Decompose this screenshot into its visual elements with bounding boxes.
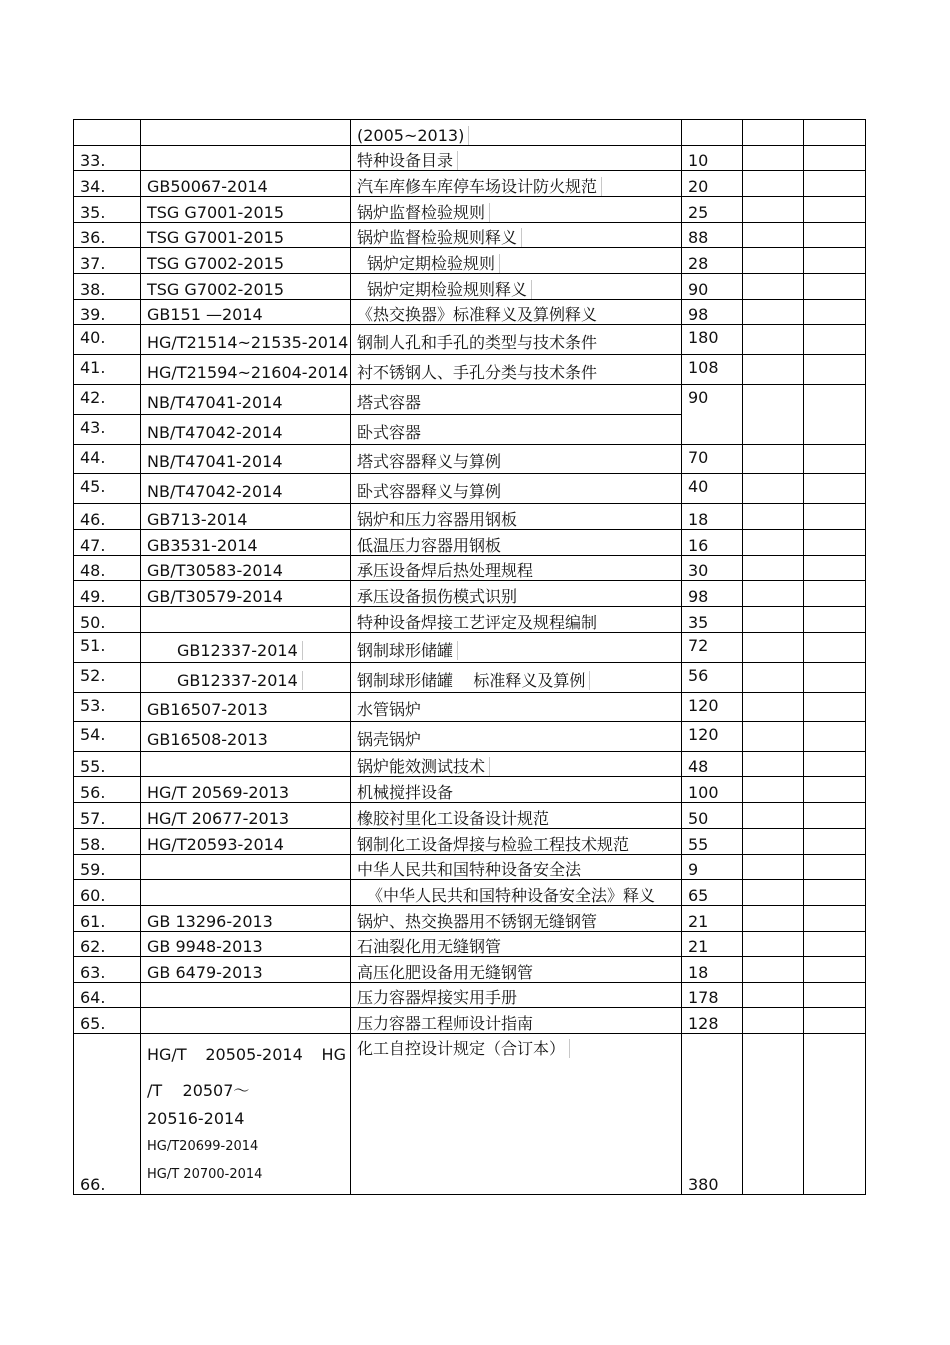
empty-cell (804, 385, 866, 445)
standard-code-text: GB12337-2014 (177, 641, 303, 660)
empty-cell (804, 906, 866, 932)
code-line-2: /T 20507～ (147, 1081, 250, 1100)
empty-cell (743, 663, 804, 693)
row-number: 50. (74, 607, 141, 633)
quantity: 48 (682, 752, 743, 777)
empty-cell (804, 777, 866, 803)
table-row (74, 932, 866, 957)
code-line-5: HG/T 20700-2014 (147, 1167, 263, 1182)
row-number: 56. (74, 777, 141, 803)
row-number: 65. (74, 1008, 141, 1034)
quantity: 35 (682, 607, 743, 633)
quantity: 30 (682, 556, 743, 581)
standard-code: HG/T 20569-2013 (141, 777, 351, 803)
table-row (74, 693, 866, 722)
row-number: 66. (74, 1034, 141, 1195)
quantity: 20 (682, 171, 743, 197)
standard-name: 锅炉、热交换器用不锈钢无缝钢管 (351, 906, 682, 932)
table-row (74, 633, 866, 663)
table-row (74, 504, 866, 530)
row-number: 60. (74, 880, 141, 906)
code-line-4: HG/T20699-2014 (147, 1139, 259, 1154)
table-row (74, 957, 866, 983)
standard-name-text: 化工自控设计规定（合订本） (357, 1039, 570, 1058)
empty-cell (743, 983, 804, 1008)
standard-code: GB3531-2014 (141, 530, 351, 556)
standard-name: 塔式容器释义与算例 (351, 445, 682, 474)
row-number: 62. (74, 932, 141, 957)
standard-name: 钢制人孔和手孔的类型与技术条件 (351, 325, 682, 355)
row-number: 61. (74, 906, 141, 932)
standard-name: 钢制化工设备焊接与检验工程技术规范 (351, 829, 682, 855)
table-row (74, 803, 866, 829)
empty-cell (743, 777, 804, 803)
code-line-1-part-b: 20505-2014 (205, 1045, 303, 1064)
quantity: 28 (682, 248, 743, 274)
empty-cell (804, 120, 866, 146)
empty-cell (804, 445, 866, 474)
row-number (74, 120, 141, 146)
table-row (74, 880, 866, 906)
table-row (74, 722, 866, 752)
standard-code (141, 607, 351, 633)
standard-code: GB713-2014 (141, 504, 351, 530)
empty-cell (743, 957, 804, 983)
quantity: 10 (682, 146, 743, 171)
quantity: 40 (682, 474, 743, 504)
empty-cell (804, 855, 866, 880)
empty-cell (743, 803, 804, 829)
standard-name: 橡胶衬里化工设备设计规范 (351, 803, 682, 829)
standard-name: 低温压力容器用钢板 (351, 530, 682, 556)
standard-name (351, 223, 682, 248)
standard-code: NB/T47042-2014 (141, 415, 351, 445)
empty-cell (804, 274, 866, 300)
quantity (682, 120, 743, 146)
standard-name: 《中华人民共和国特种设备安全法》释义 (351, 880, 682, 906)
empty-cell (804, 663, 866, 693)
table-row (74, 983, 866, 1008)
quantity: 18 (682, 504, 743, 530)
row-number: 51. (74, 633, 141, 663)
empty-cell (804, 530, 866, 556)
standard-name: 塔式容器 (351, 385, 682, 415)
standard-code: GB 9948-2013 (141, 932, 351, 957)
empty-cell (743, 556, 804, 581)
empty-cell (804, 803, 866, 829)
table-row (74, 474, 866, 504)
quantity: 55 (682, 829, 743, 855)
empty-cell (743, 445, 804, 474)
standard-code: GB/T30579-2014 (141, 581, 351, 607)
row-number: 64. (74, 983, 141, 1008)
standard-name-text: 锅炉监督检验规则释义 (357, 228, 522, 247)
standard-code (141, 752, 351, 777)
empty-cell (804, 197, 866, 223)
empty-cell (804, 556, 866, 581)
quantity: 90 (682, 274, 743, 300)
empty-cell (804, 223, 866, 248)
row-number: 57. (74, 803, 141, 829)
empty-cell (804, 1008, 866, 1034)
empty-cell (743, 932, 804, 957)
quantity: 180 (682, 325, 743, 355)
empty-cell (743, 530, 804, 556)
empty-cell (804, 474, 866, 504)
empty-cell (743, 906, 804, 932)
table-row (74, 120, 866, 146)
empty-cell (804, 693, 866, 722)
standard-code: NB/T47042-2014 (141, 474, 351, 504)
row-number: 42. (74, 385, 141, 415)
standard-name (351, 663, 682, 693)
row-number: 55. (74, 752, 141, 777)
table-row (74, 197, 866, 223)
table-row (74, 752, 866, 777)
standard-code: TSG G7002-2015 (141, 248, 351, 274)
empty-cell (743, 829, 804, 855)
table-row (74, 556, 866, 581)
empty-cell (804, 248, 866, 274)
table-row (74, 607, 866, 633)
standard-code (141, 983, 351, 1008)
table-row (74, 777, 866, 803)
empty-cell (804, 932, 866, 957)
table-row (74, 171, 866, 197)
standard-name (351, 171, 682, 197)
empty-cell (804, 325, 866, 355)
empty-cell (743, 223, 804, 248)
standard-name: 锅炉和压力容器用钢板 (351, 504, 682, 530)
row-number: 52. (74, 663, 141, 693)
quantity: 98 (682, 581, 743, 607)
quantity: 90 (682, 385, 743, 445)
row-number: 43. (74, 415, 141, 445)
row-number: 58. (74, 829, 141, 855)
code-line-1-part-c: HG (321, 1045, 346, 1064)
standard-name (351, 1034, 682, 1195)
standard-code (141, 855, 351, 880)
row-number: 54. (74, 722, 141, 752)
standard-name: 《热交换器》标准释义及算例释义 (351, 300, 682, 325)
quantity: 16 (682, 530, 743, 556)
quantity: 65 (682, 880, 743, 906)
row-number: 35. (74, 197, 141, 223)
standard-code: GB/T30583-2014 (141, 556, 351, 581)
row-number: 39. (74, 300, 141, 325)
empty-cell (804, 1034, 866, 1195)
standard-code: TSG G7001-2015 (141, 223, 351, 248)
quantity: 21 (682, 906, 743, 932)
empty-cell (743, 504, 804, 530)
table-row (74, 906, 866, 932)
table-row (74, 146, 866, 171)
empty-cell (743, 274, 804, 300)
code-line-1-part-a: HG/T (147, 1045, 187, 1064)
table-row (74, 663, 866, 693)
empty-cell (743, 300, 804, 325)
quantity: 21 (682, 932, 743, 957)
standard-code: HG/T 20677-2013 (141, 803, 351, 829)
standard-name-text: 锅炉定期检验规则 (367, 254, 500, 273)
standard-name (351, 633, 682, 663)
standard-name-text: 汽车库修车库停车场设计防火规范 (357, 177, 602, 196)
table-row (74, 325, 866, 355)
table-row (74, 385, 866, 415)
code-line-3: 20516-2014 (147, 1109, 245, 1128)
empty-cell (743, 633, 804, 663)
empty-cell (743, 197, 804, 223)
table-row (74, 355, 866, 385)
standard-code (141, 146, 351, 171)
standard-name: 锅壳锅炉 (351, 722, 682, 752)
empty-cell (743, 581, 804, 607)
empty-cell (804, 829, 866, 855)
standard-code: GB 6479-2013 (141, 957, 351, 983)
standard-name-text: 钢制球形储罐 (357, 641, 458, 660)
table-row (74, 445, 866, 474)
standard-code (141, 880, 351, 906)
table-row (74, 1008, 866, 1034)
row-number: 40. (74, 325, 141, 355)
standard-code: GB50067-2014 (141, 171, 351, 197)
standard-name: 衬不锈钢人、手孔分类与技术条件 (351, 355, 682, 385)
empty-cell (804, 607, 866, 633)
standard-code (141, 663, 351, 693)
standard-code (141, 120, 351, 146)
empty-cell (743, 607, 804, 633)
row-number: 46. (74, 504, 141, 530)
row-number: 36. (74, 223, 141, 248)
quantity: 128 (682, 1008, 743, 1034)
empty-cell (743, 248, 804, 274)
empty-cell (743, 171, 804, 197)
standard-name: 机械搅拌设备 (351, 777, 682, 803)
empty-cell (804, 300, 866, 325)
standard-name (351, 146, 682, 171)
quantity: 50 (682, 803, 743, 829)
empty-cell (743, 880, 804, 906)
standard-name: 石油裂化用无缝钢管 (351, 932, 682, 957)
standard-name: 水管锅炉 (351, 693, 682, 722)
standard-name: 承压设备焊后热处理规程 (351, 556, 682, 581)
empty-cell (804, 957, 866, 983)
row-number: 49. (74, 581, 141, 607)
standard-name: 压力容器焊接实用手册 (351, 983, 682, 1008)
quantity: 178 (682, 983, 743, 1008)
quantity: 108 (682, 355, 743, 385)
quantity: 9 (682, 855, 743, 880)
empty-cell (743, 120, 804, 146)
table-row (74, 223, 866, 248)
standard-name: 压力容器工程师设计指南 (351, 1008, 682, 1034)
empty-cell (804, 355, 866, 385)
empty-cell (804, 633, 866, 663)
table-row (74, 530, 866, 556)
standard-name: 特种设备焊接工艺评定及规程编制 (351, 607, 682, 633)
quantity: 100 (682, 777, 743, 803)
empty-cell (743, 855, 804, 880)
standard-name-text: 钢制球形储罐 标准释义及算例 (357, 671, 590, 690)
standard-name-text: 锅炉监督检验规则 (357, 203, 490, 222)
quantity: 25 (682, 197, 743, 223)
empty-cell (804, 752, 866, 777)
empty-cell (743, 325, 804, 355)
table-row (74, 274, 866, 300)
quantity: 70 (682, 445, 743, 474)
row-number: 47. (74, 530, 141, 556)
quantity: 120 (682, 693, 743, 722)
standard-code: GB16508-2013 (141, 722, 351, 752)
quantity: 380 (682, 1034, 743, 1195)
empty-cell (804, 504, 866, 530)
row-number: 38. (74, 274, 141, 300)
standards-table (73, 119, 866, 1195)
quantity: 56 (682, 663, 743, 693)
empty-cell (804, 581, 866, 607)
standard-name (351, 752, 682, 777)
empty-cell (743, 146, 804, 171)
quantity: 72 (682, 633, 743, 663)
standard-code: TSG G7001-2015 (141, 197, 351, 223)
empty-cell (743, 752, 804, 777)
standard-name: 承压设备损伤模式识别 (351, 581, 682, 607)
empty-cell (804, 146, 866, 171)
standard-name: 卧式容器释义与算例 (351, 474, 682, 504)
standard-name-text: 特种设备目录 (357, 151, 458, 170)
standard-name (351, 120, 682, 146)
standard-name: 中华人民共和国特种设备安全法 (351, 855, 682, 880)
standard-code: NB/T47041-2014 (141, 445, 351, 474)
table-body (74, 120, 866, 1195)
quantity: 88 (682, 223, 743, 248)
standard-name-text: (2005~2013) (357, 126, 469, 145)
empty-cell (743, 722, 804, 752)
standard-name: 高压化肥设备用无缝钢管 (351, 957, 682, 983)
standard-code (141, 1008, 351, 1034)
empty-cell (743, 474, 804, 504)
row-number: 63. (74, 957, 141, 983)
row-number: 44. (74, 445, 141, 474)
row-number: 33. (74, 146, 141, 171)
standard-name (351, 197, 682, 223)
empty-cell (743, 693, 804, 722)
empty-cell (804, 722, 866, 752)
standard-name: 卧式容器 (351, 415, 682, 445)
standard-name-text: 锅炉能效测试技术 (357, 757, 490, 776)
row-number: 53. (74, 693, 141, 722)
standard-code: HG/T21594~21604-2014 (141, 355, 351, 385)
table-row (74, 855, 866, 880)
standard-name (351, 274, 682, 300)
standard-code-multiline (141, 1034, 351, 1195)
table-row (74, 248, 866, 274)
empty-cell (743, 1008, 804, 1034)
row-number: 48. (74, 556, 141, 581)
standard-name (351, 248, 682, 274)
quantity: 98 (682, 300, 743, 325)
empty-cell (743, 1034, 804, 1195)
quantity: 18 (682, 957, 743, 983)
table-row (74, 829, 866, 855)
standard-code: GB16507-2013 (141, 693, 351, 722)
table-row (74, 581, 866, 607)
standard-code: GB 13296-2013 (141, 906, 351, 932)
table-row (74, 300, 866, 325)
empty-cell (804, 171, 866, 197)
standard-code: TSG G7002-2015 (141, 274, 351, 300)
standard-code (141, 633, 351, 663)
standard-code: NB/T47041-2014 (141, 385, 351, 415)
standard-code-text: GB12337-2014 (177, 671, 303, 690)
empty-cell (804, 880, 866, 906)
row-number: 41. (74, 355, 141, 385)
standard-name-text: 锅炉定期检验规则释义 (367, 280, 532, 299)
empty-cell (743, 355, 804, 385)
empty-cell (743, 385, 804, 445)
row-number: 59. (74, 855, 141, 880)
empty-cell (804, 983, 866, 1008)
row-number: 37. (74, 248, 141, 274)
row-number: 34. (74, 171, 141, 197)
table-row-last (74, 1034, 866, 1195)
row-number: 45. (74, 474, 141, 504)
quantity: 120 (682, 722, 743, 752)
standard-code: HG/T20593-2014 (141, 829, 351, 855)
code-line-1 (147, 1046, 350, 1064)
standard-code: HG/T21514~21535-2014 (141, 325, 351, 355)
standard-code: GB151 —2014 (141, 300, 351, 325)
